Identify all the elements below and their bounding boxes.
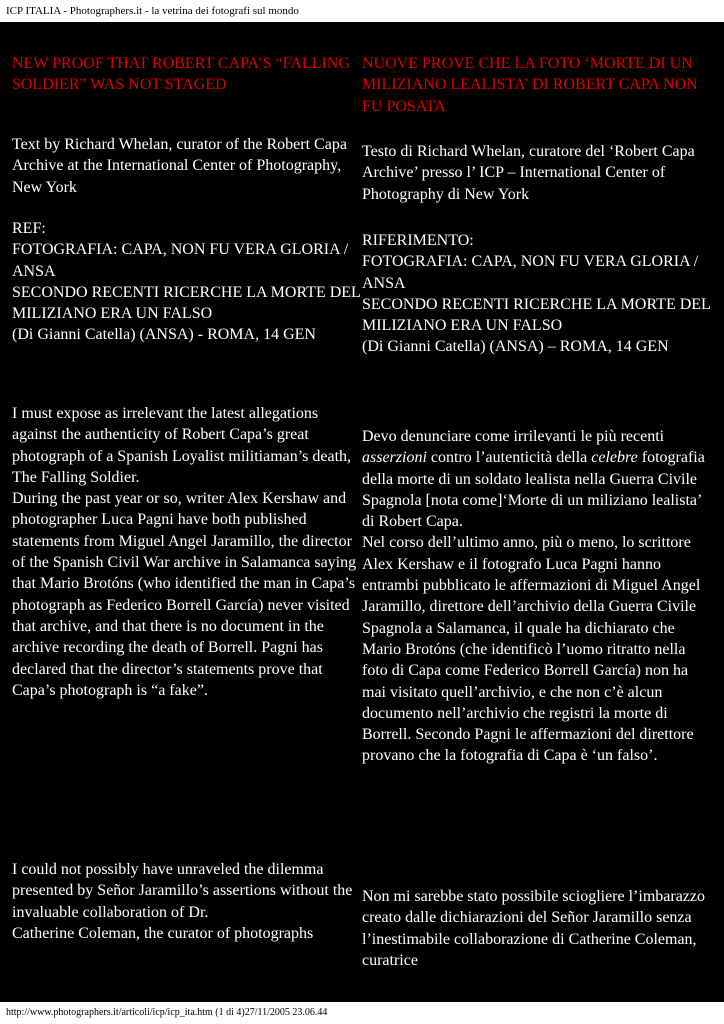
english-para4: Catherine Coleman, the curator of photographs bbox=[12, 924, 314, 942]
english-ref-line2: SECONDO RECENTI RICERCHE LA MORTE DEL MILIZIANO ERA UN FALSO bbox=[12, 283, 361, 323]
english-ref-line3: (Di Gianni Catella) (ANSA) - ROMA, 14 GEN bbox=[12, 326, 316, 344]
italian-para3: Non mi sarebbe stato possibile sciogliere l’imbarazzo creato dalle dichiarazioni del Señor Jaramillo senza l’inestimabile collaborazione di Catherine Coleman, curatrice bbox=[362, 888, 706, 969]
italian-ref-line3: (Di Gianni Catella) (ANSA) – ROMA, 14 GEN bbox=[362, 338, 669, 356]
italian-para2: Nel corso dell’ultimo anno, più o meno, lo scrittore Alex Kershaw e il fotografo Luca Pagni hanno entrambi pubblicato le affermazioni di Miguel Angel Jaramillo, direttore dell’archivio della Guerra Civile Spagnola a Salamanca, il quale ha dichiarato che Mario Brotóns (che identificò l’uomo ritratto nella foto di Capa come Federico Borrell García) non ha mai visitato quell’archivio, e che non c’è alcun documento nell’archivio che registri la morte di Borrell. Secondo Pagni le affermazioni del direttore provano che la fotografia di Capa è ‘un falso’. bbox=[362, 534, 701, 765]
article-page bbox=[0, 22, 724, 1002]
italian-title: NUOVE PROVE CHE LA FOTO ‘MORTE DI UN MILIZIANO LEALISTA’ DI ROBERT CAPA NON FU POSATA bbox=[362, 55, 698, 115]
english-byline: Text by Richard Whelan, curator of the Robert Capa Archive at the International Center of Photography, New York bbox=[12, 136, 347, 196]
italian-para1-e: fotografia della morte di un soldato lealista nella Guerra Civile Spagnola [nota come]‘Morte di un miliziano lealista’ di Robert Capa. bbox=[362, 449, 705, 531]
italian-para1-a: Devo denunciare come irrilevanti le più recenti bbox=[362, 428, 665, 445]
english-title: NEW PROOF THAT ROBERT CAPA’S “FALLING SOLDIER” WAS NOT STAGED bbox=[12, 55, 350, 94]
italian-body bbox=[362, 426, 714, 767]
italian-closing bbox=[362, 886, 714, 971]
italian-reference bbox=[362, 230, 714, 358]
english-para2: During the past year or so, writer Alex Kershaw and photographer Luca Pagni have both published statements from Miguel Angel Jaramillo, the director of the Spanish Civil War archive in Salamanca saying that Mario Brotóns (who identified the man in Capa’s photograph as Federico Borrell García) never visited that archive, and that there is no document in the archive recording the death of Borrell. Pagni has declared that the director’s statements prove that Capa’s photograph is “a fake”. bbox=[12, 490, 357, 699]
english-reference bbox=[12, 218, 364, 346]
italian-para1-d: celebre bbox=[591, 449, 638, 467]
italian-ref-line1: FOTOGRAFIA: CAPA, NON FU VERA GLORIA / ANSA bbox=[362, 253, 699, 292]
header-title: ICP ITALIA - Photographers.it - la vetrina dei fotografi sul mondo bbox=[6, 5, 299, 17]
english-para3: I could not possibly have unraveled the dilemma presented by Señor Jaramillo’s assertions without the invaluable collaboration of Dr. bbox=[12, 861, 353, 921]
browser-print-footer bbox=[0, 1002, 724, 1024]
english-ref-line1: FOTOGRAFIA: CAPA, NON FU VERA GLORIA / ANSA bbox=[12, 241, 349, 280]
footer-url: http://www.photographers.it/articoli/icp/icp_ita.htm (1 di 4)27/11/2005 23.06.44 bbox=[6, 1007, 328, 1018]
english-para1: I must expose as irrelevant the latest allegations against the authenticity of Robert Capa’s great photograph of a Spanish Loyalist militiaman’s death, The Falling Soldier. bbox=[12, 405, 352, 486]
italian-ref-label: RIFERIMENTO: bbox=[362, 232, 474, 249]
italian-para1-c: contro l’autenticità della bbox=[426, 449, 592, 467]
english-body bbox=[12, 403, 364, 701]
italian-para1-b: asserzioni bbox=[362, 449, 427, 467]
italian-byline: Testo di Richard Whelan, curatore del ‘Robert Capa Archive’ presso l’ ICP – International Center of Photography di New York bbox=[362, 143, 695, 203]
italian-ref-line2: SECONDO RECENTI RICERCHE LA MORTE DEL MILIZIANO ERA UN FALSO bbox=[362, 295, 711, 335]
english-ref-label: REF: bbox=[12, 220, 46, 237]
browser-print-header bbox=[0, 0, 724, 22]
english-closing bbox=[12, 859, 364, 944]
italian-para1 bbox=[362, 426, 714, 532]
